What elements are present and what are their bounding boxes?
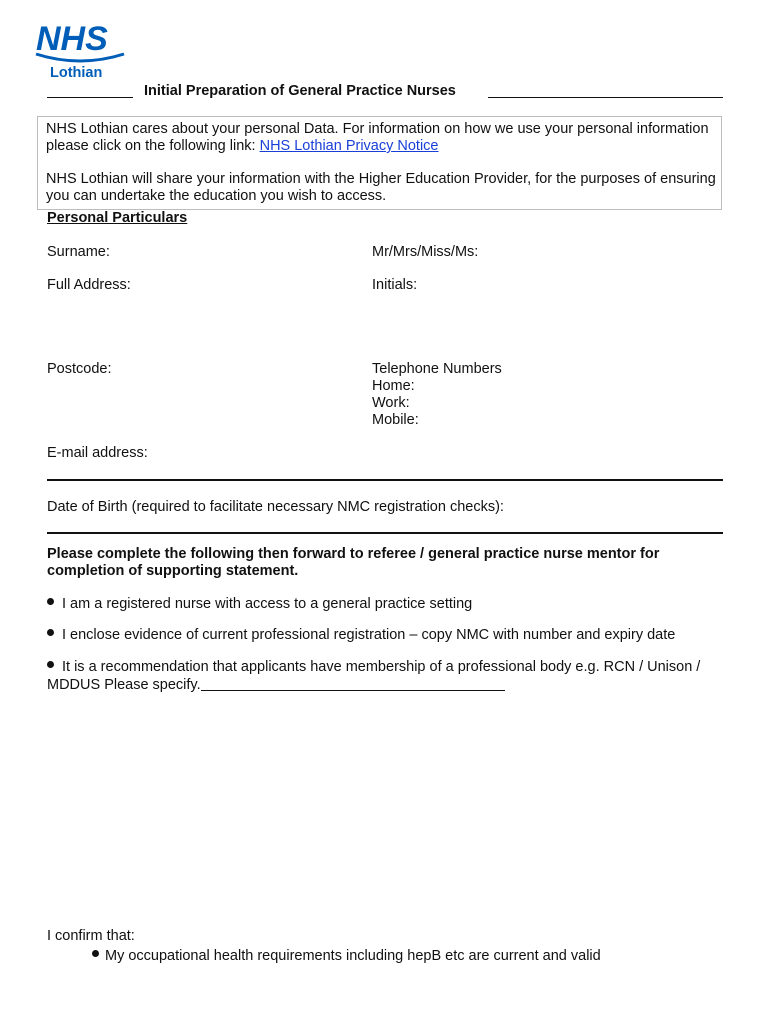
bullet-icon <box>92 950 99 957</box>
phone-home-label: Home: <box>372 378 415 394</box>
telephone-heading: Telephone Numbers <box>372 361 502 377</box>
dob-label: Date of Birth (required to facilitate necessary NMC registration checks): <box>47 499 504 515</box>
privacy-notice-link[interactable]: NHS Lothian Privacy Notice <box>259 138 439 154</box>
postcode-label: Postcode: <box>47 361 112 377</box>
phone-mobile-label: Mobile: <box>372 412 419 428</box>
form-title: Initial Preparation of General Practice Nurses <box>144 83 456 99</box>
logo-swoosh-icon <box>34 50 126 66</box>
specify-field[interactable] <box>201 676 505 691</box>
surname-label: Surname: <box>47 244 110 260</box>
divider <box>47 532 723 534</box>
email-label: E-mail address: <box>47 445 148 461</box>
title-label: Mr/Mrs/Miss/Ms: <box>372 244 479 260</box>
phone-work-label: Work: <box>372 395 410 411</box>
bullet-icon <box>47 629 54 636</box>
list-item-text: It is a recommendation that applicants have membership of a professional body e.g. RCN / Unison / MDDUS Please specify. <box>47 659 701 693</box>
privacy-notice-intro: NHS Lothian cares about your personal Data. For information on how we use your personal information please click on the following link: <box>46 121 709 154</box>
list-item <box>92 948 712 965</box>
divider <box>47 479 723 481</box>
list-item-text: My occupational health requirements including hepB etc are current and valid <box>105 948 601 964</box>
list-item <box>47 596 723 613</box>
bullet-icon <box>47 598 54 605</box>
list-item <box>47 627 737 644</box>
initials-label: Initials: <box>372 277 418 293</box>
address-label: Full Address: <box>47 277 131 293</box>
title-line-left <box>47 97 133 98</box>
data-sharing-text: NHS Lothian will share your information with the Higher Education Provider, for the purposes of ensuring you can undertake the education you wish to access. <box>46 171 716 204</box>
privacy-notice-text <box>46 121 716 155</box>
logo-subtitle: Lothian <box>50 65 103 81</box>
list-item <box>47 659 707 694</box>
title-line-right <box>488 97 723 98</box>
list-item-text: I enclose evidence of current professional registration – copy NMC with number and expiry date <box>62 627 676 643</box>
instructions-heading: Please complete the following then forward to referee / general practice nurse mentor for completion of supporting statement. <box>47 546 660 579</box>
bullet-icon <box>47 661 54 668</box>
list-item-text: I am a registered nurse with access to a general practice setting <box>62 596 473 612</box>
personal-particulars-heading: Personal Particulars <box>47 210 188 226</box>
confirm-heading: I confirm that: <box>47 928 135 944</box>
nhs-logo: NHS <box>36 20 108 58</box>
